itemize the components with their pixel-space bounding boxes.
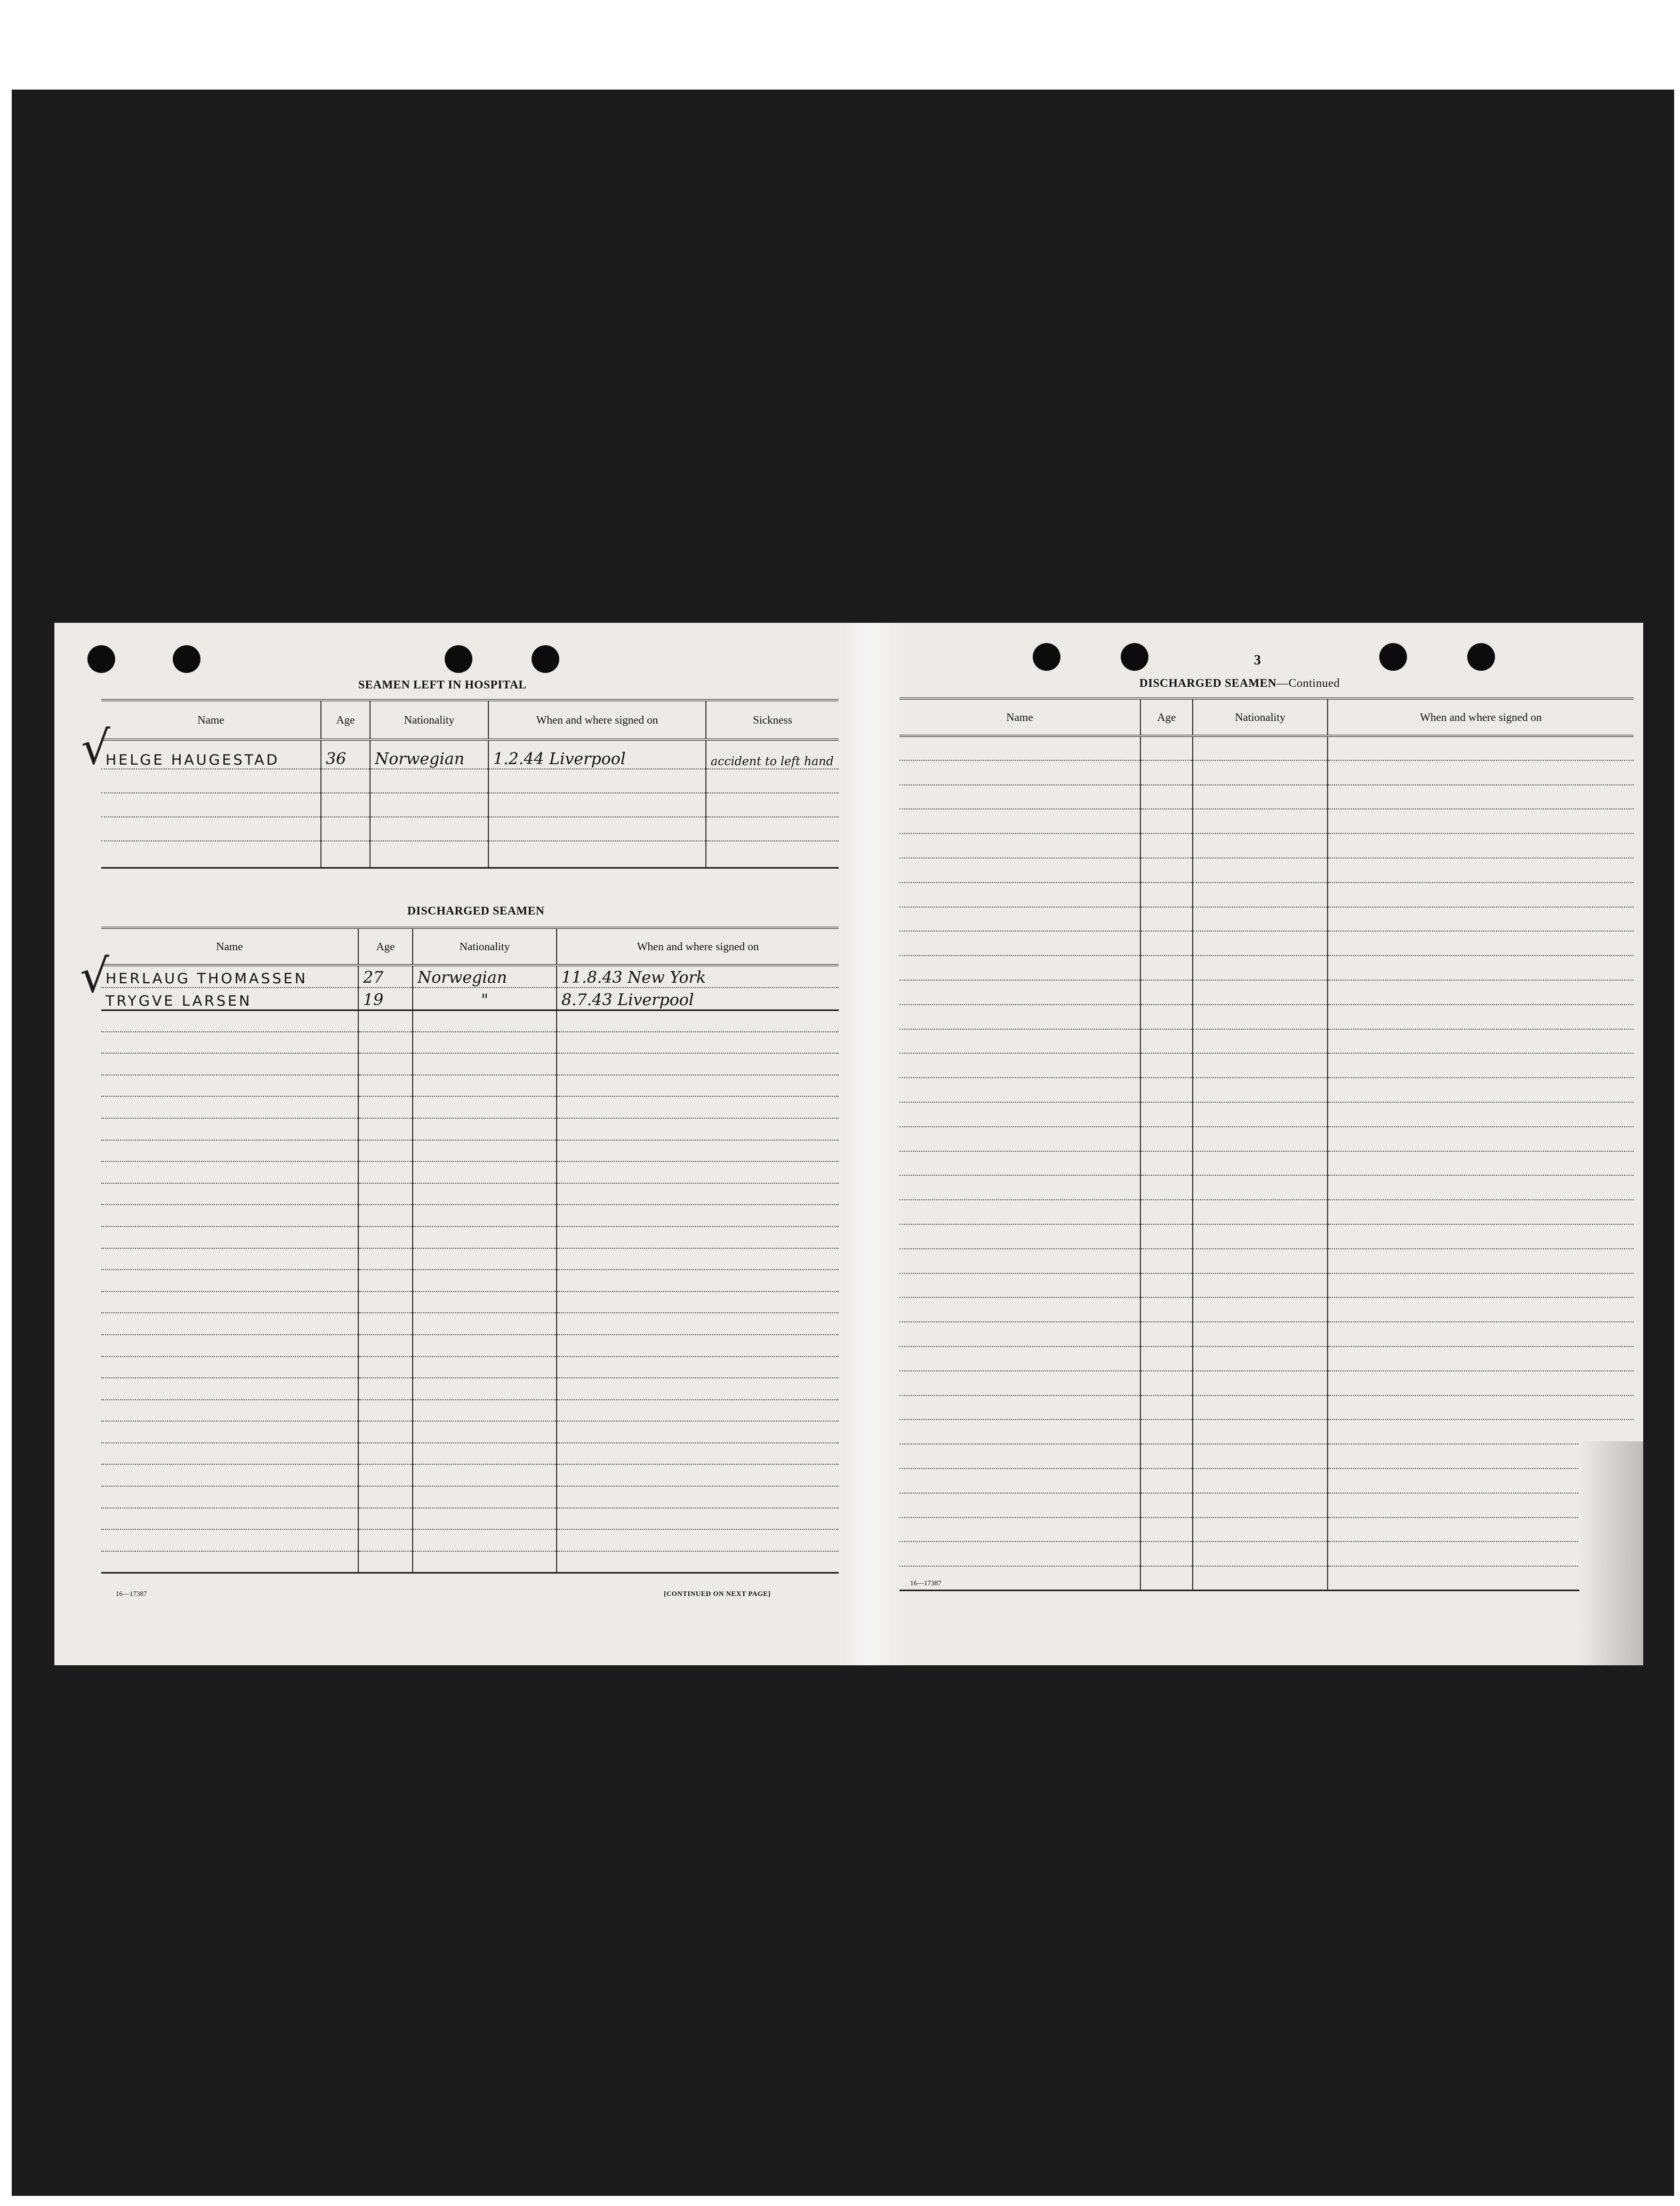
seaman-name: HELGE HAUGESTAD (106, 752, 280, 768)
form-number: 16—17387 (116, 1590, 147, 1598)
table-row (101, 1096, 839, 1118)
seaman-sickness: accident to left hand (711, 755, 834, 768)
table-row (899, 956, 1634, 980)
table-row (101, 793, 839, 817)
table-row (101, 1161, 839, 1183)
check-mark: √ (81, 721, 110, 775)
table-row (899, 1518, 1634, 1542)
discharged-continued-table (899, 697, 1634, 1591)
table-row (101, 841, 839, 868)
table-row (899, 1395, 1634, 1420)
col-header-name: Name (101, 928, 358, 965)
table-row (899, 1371, 1634, 1395)
table-row (101, 769, 839, 793)
col-header-signed-on: When and where signed on (557, 928, 839, 965)
table-row (101, 1486, 839, 1508)
punch-hole (87, 645, 115, 673)
col-header-signed-on: When and where signed on (488, 700, 706, 740)
table-row (899, 1175, 1634, 1200)
continued-title-main: DISCHARGED SEAMEN (1139, 676, 1277, 689)
table-row (101, 1313, 839, 1335)
table-row (101, 817, 839, 841)
continued-section-title (1139, 676, 1340, 690)
scan-frame (12, 90, 1674, 2196)
table-row (101, 740, 839, 769)
seaman-age: 27 (363, 968, 384, 987)
table-row (899, 1444, 1634, 1469)
seaman-signed-on: 8.7.43 Liverpool (561, 990, 694, 1009)
punch-hole (173, 645, 200, 673)
continued-note: [CONTINUED ON NEXT PAGE] (664, 1590, 771, 1598)
seaman-name: TRYGVE LARSEN (106, 992, 252, 1009)
table-row (899, 1078, 1634, 1102)
table-row (101, 1226, 839, 1248)
table-row (101, 1205, 839, 1226)
table-row (899, 1102, 1634, 1127)
discharged-table (101, 927, 839, 1574)
col-header-sickness: Sickness (706, 700, 839, 740)
seaman-name: HERLAUG THOMASSEN (106, 970, 308, 987)
table-row (101, 1140, 839, 1162)
table-row (899, 809, 1634, 833)
table-row (899, 1469, 1634, 1493)
table-row (101, 1032, 839, 1054)
table-row (101, 1335, 839, 1357)
table-row (899, 736, 1634, 760)
table-row (101, 1183, 839, 1205)
document-sheet (54, 623, 1643, 1665)
table-row (899, 1200, 1634, 1224)
punch-hole (1033, 643, 1060, 671)
col-header-nationality: Nationality (413, 928, 557, 965)
table-row (101, 988, 839, 1010)
discharged-section-title: DISCHARGED SEAMEN (407, 904, 545, 917)
table-row (101, 1443, 839, 1465)
seaman-signed-on: 1.2.44 Liverpool (493, 750, 626, 768)
table-row (899, 907, 1634, 932)
table-row (101, 1053, 839, 1075)
table-row (899, 1493, 1634, 1518)
check-mark: √ (80, 950, 109, 1003)
table-row (899, 833, 1634, 858)
table-row (899, 1127, 1634, 1151)
punch-hole (532, 645, 559, 673)
col-header-nationality: Nationality (1193, 699, 1328, 736)
punch-hole (1121, 643, 1148, 671)
table-row (899, 858, 1634, 883)
table-row (101, 1378, 839, 1400)
col-header-nationality: Nationality (370, 700, 488, 740)
punch-hole (1467, 643, 1495, 671)
table-row (101, 1357, 839, 1378)
table-row (899, 1053, 1634, 1078)
col-header-name: Name (101, 700, 321, 740)
col-header-age: Age (358, 928, 413, 965)
table-row (899, 931, 1634, 956)
table-row (899, 1419, 1634, 1444)
page-number: 3 (1254, 652, 1261, 668)
table-row (101, 1075, 839, 1097)
table-row (101, 1508, 839, 1530)
table-row (899, 1322, 1634, 1346)
table-row (101, 1400, 839, 1422)
table-row (899, 1249, 1634, 1273)
punch-hole (445, 645, 472, 673)
torn-corner (1579, 1441, 1643, 1665)
hospital-table (101, 699, 839, 869)
table-row (101, 1270, 839, 1291)
table-row (101, 1248, 839, 1270)
col-header-name: Name (899, 699, 1140, 736)
table-row (101, 1421, 839, 1443)
table-row (101, 1529, 839, 1551)
table-row (101, 1551, 839, 1573)
table-row (899, 1005, 1634, 1029)
table-row (899, 760, 1634, 785)
seaman-nationality: Norwegian (375, 750, 465, 768)
seaman-nationality: " (481, 990, 488, 1009)
seaman-nationality: Norwegian (417, 968, 508, 987)
hospital-section-title: SEAMEN LEFT IN HOSPITAL (358, 678, 527, 691)
table-row (899, 1273, 1634, 1298)
table-row (101, 1010, 839, 1032)
col-header-age: Age (1140, 699, 1193, 736)
col-header-signed-on: When and where signed on (1328, 699, 1634, 736)
seaman-age: 19 (363, 990, 384, 1009)
table-row (899, 1297, 1634, 1322)
table-row (899, 1346, 1634, 1371)
table-row (899, 883, 1634, 907)
page-fold (843, 623, 902, 1665)
table-row (101, 1464, 839, 1486)
table-row (899, 1566, 1634, 1591)
table-row (899, 785, 1634, 809)
col-header-age: Age (321, 700, 370, 740)
table-row (101, 965, 839, 988)
table-row (899, 1029, 1634, 1054)
seaman-age: 36 (326, 750, 347, 768)
table-row (101, 1118, 839, 1140)
table-row (899, 980, 1634, 1005)
table-row (899, 1542, 1634, 1566)
continued-title-suffix: —Continued (1276, 676, 1340, 689)
seaman-signed-on: 11.8.43 New York (561, 968, 706, 987)
table-row (899, 1151, 1634, 1176)
form-number: 16—17387 (910, 1579, 942, 1587)
punch-hole (1379, 643, 1407, 671)
table-row (101, 1291, 839, 1313)
table-row (899, 1224, 1634, 1249)
